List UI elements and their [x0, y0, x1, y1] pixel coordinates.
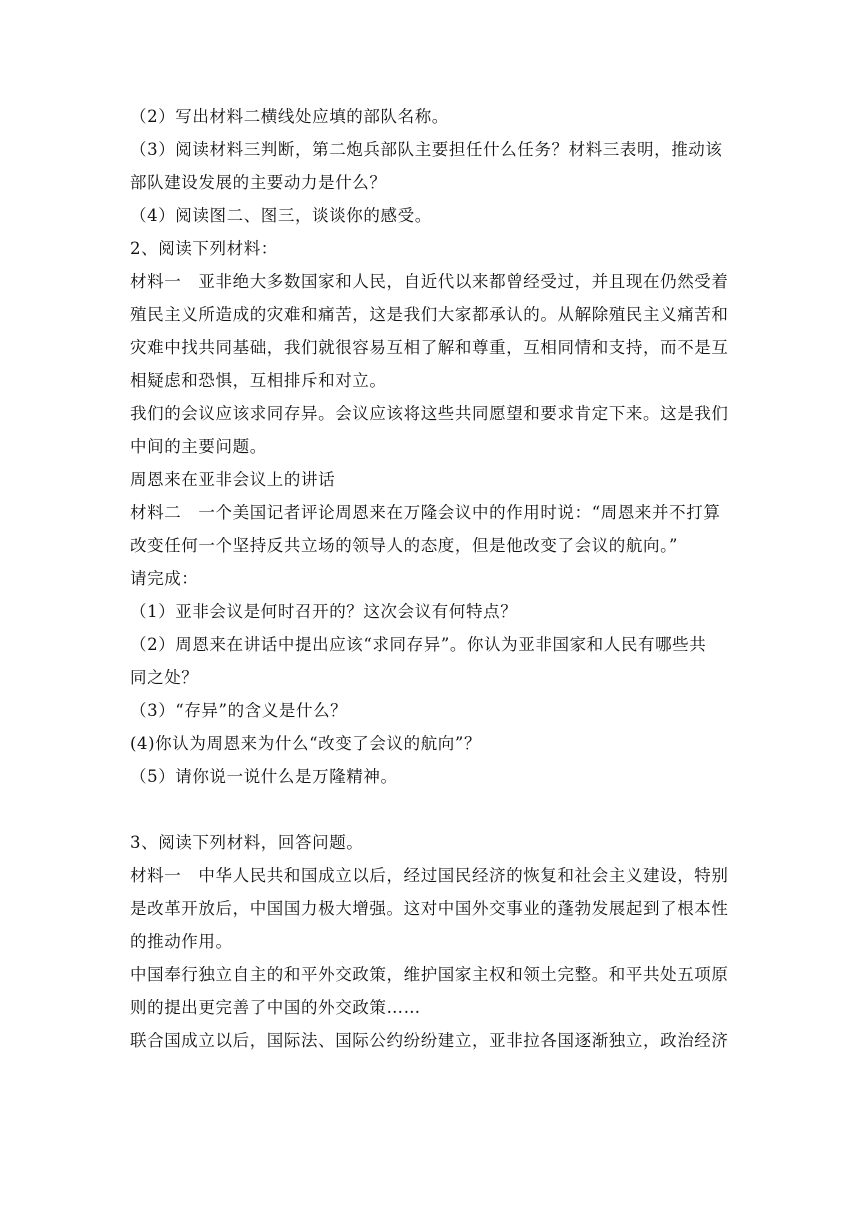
section-3-heading: 3、阅读下列材料，回答问题。 — [130, 833, 364, 852]
question-2-4: (4)你认为周恩来为什么“改变了会议的航向”？ — [130, 734, 482, 753]
material-2-1-source: 周恩来在亚非会议上的讲话 — [130, 470, 336, 489]
question-1-3-part1: （3）阅读材料三判断，第二炮兵部队主要担任什么任务？材料三表明，推动该 — [130, 140, 723, 159]
material-2-1-line6: 中间的主要问题。 — [130, 437, 267, 456]
material-3-1-line1: 材料一 中华人民共和国成立以后，经过国民经济的恢复和社会主义建设，特别 — [130, 866, 729, 885]
question-2-5: （5）请你说一说什么是万隆精神。 — [130, 767, 398, 786]
question-1-4: （4）阅读图二、图三，谈谈你的感受。 — [130, 206, 432, 225]
question-1-3-part2: 部队建设发展的主要动力是什么？ — [130, 173, 387, 192]
material-2-2-line1: 材料二 一个美国记者评论周恩来在万隆会议中的作用时说：“周恩来并不打算 — [130, 503, 721, 522]
blank-line — [130, 793, 732, 826]
question-2-1: （1）亚非会议是何时召开的？这次会议有何特点？ — [130, 602, 518, 621]
question-2-2-part2: 同之处？ — [130, 668, 199, 687]
material-2-1-line4: 相疑虑和恐惧，互相排斥和对立。 — [130, 371, 387, 390]
section-2-heading: 2、阅读下列材料： — [130, 239, 278, 258]
question-1-2: （2）写出材料二横线处应填的部队名称。 — [130, 107, 449, 126]
material-2-2-line2: 改变任何一个坚持反共立场的领导人的态度，但是他改变了会议的航向。” — [130, 536, 678, 555]
material-2-1-line1: 材料一 亚非绝大多数国家和人民，自近代以来都曾经受过，并且现在仍然受着 — [130, 272, 729, 291]
material-3-1-line3: 的推动作用。 — [130, 932, 233, 951]
material-3-1-line5: 则的提出更完善了中国的外交政策…… — [130, 998, 421, 1017]
material-2-1-line5: 我们的会议应该求同存异。会议应该将这些共同愿望和要求肯定下来。这是我们 — [130, 404, 729, 423]
question-2-3: （3）“存异”的含义是什么？ — [130, 701, 348, 720]
question-2-2-part1: （2）周恩来在讲话中提出应该“求同存异”。你认为亚非国家和人民有哪些共 — [130, 635, 707, 654]
document-page — [130, 100, 732, 1057]
material-3-1-line4: 中国奉行独立自主的和平外交政策，维护国家主权和领土完整。和平共处五项原 — [130, 965, 729, 984]
material-2-1-line2: 殖民主义所造成的灾难和痛苦，这是我们大家都承认的。从解除殖民主义痛苦和 — [130, 305, 729, 324]
material-3-1-line2: 是改革开放后，中国国力极大增强。这对中国外交事业的蓬勃发展起到了根本性 — [130, 899, 729, 918]
material-2-1-line3: 灾难中找共同基础，我们就很容易互相了解和尊重，互相同情和支持，而不是互 — [130, 338, 729, 357]
material-3-1-line6: 联合国成立以后，国际法、国际公约纷纷建立，亚非拉各国逐渐独立，政治经济 — [130, 1031, 729, 1050]
instructions: 请完成： — [130, 569, 199, 588]
